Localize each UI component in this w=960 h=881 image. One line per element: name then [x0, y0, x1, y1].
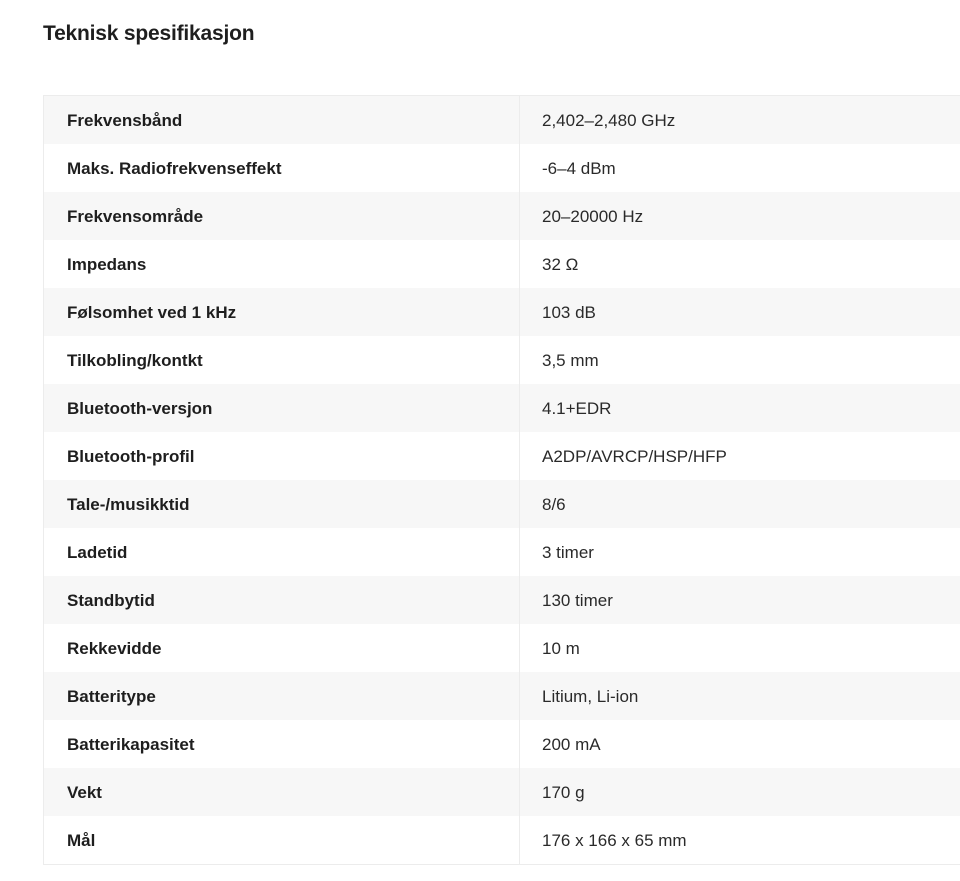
spec-value: 130 timer: [520, 576, 960, 624]
spec-label: Batteritype: [44, 672, 520, 720]
spec-label: Maks. Radiofrekvenseffekt: [44, 144, 520, 192]
spec-row: [44, 624, 960, 672]
spec-label: Frekvensbånd: [44, 96, 520, 145]
spec-label: Bluetooth-versjon: [44, 384, 520, 432]
spec-row: [44, 672, 960, 720]
spec-label: Rekkevidde: [44, 624, 520, 672]
spec-row: [44, 384, 960, 432]
spec-row: [44, 288, 960, 336]
spec-row: [44, 576, 960, 624]
spec-value: Litium, Li-ion: [520, 672, 960, 720]
spec-value: A2DP/AVRCP/HSP/HFP: [520, 432, 960, 480]
spec-label: Batterikapasitet: [44, 720, 520, 768]
spec-table: [43, 95, 960, 865]
spec-label: Bluetooth-profil: [44, 432, 520, 480]
spec-value: -6–4 dBm: [520, 144, 960, 192]
spec-row: [44, 144, 960, 192]
spec-row: [44, 432, 960, 480]
spec-value: 170 g: [520, 768, 960, 816]
spec-value: 200 mA: [520, 720, 960, 768]
spec-value: 2,402–2,480 GHz: [520, 96, 960, 145]
page-title: Teknisk spesifikasjon: [43, 22, 255, 45]
spec-value: 3 timer: [520, 528, 960, 576]
spec-value: 10 m: [520, 624, 960, 672]
spec-row: [44, 192, 960, 240]
spec-row: [44, 720, 960, 768]
spec-value: 4.1+EDR: [520, 384, 960, 432]
spec-row: [44, 528, 960, 576]
spec-row: [44, 336, 960, 384]
spec-label: Frekvensområde: [44, 192, 520, 240]
spec-label: Tale-/musikktid: [44, 480, 520, 528]
spec-value: 8/6: [520, 480, 960, 528]
spec-label: Følsomhet ved 1 kHz: [44, 288, 520, 336]
spec-label: Vekt: [44, 768, 520, 816]
spec-value: 20–20000 Hz: [520, 192, 960, 240]
spec-row: [44, 480, 960, 528]
spec-label: Mål: [44, 816, 520, 865]
spec-value: 103 dB: [520, 288, 960, 336]
spec-value: 32 Ω: [520, 240, 960, 288]
spec-row: [44, 768, 960, 816]
spec-value: 3,5 mm: [520, 336, 960, 384]
spec-label: Ladetid: [44, 528, 520, 576]
spec-row: [44, 816, 960, 865]
spec-label: Standbytid: [44, 576, 520, 624]
spec-row: [44, 240, 960, 288]
spec-value: 176 x 166 x 65 mm: [520, 816, 960, 865]
spec-label: Impedans: [44, 240, 520, 288]
spec-row: [44, 96, 960, 145]
spec-label: Tilkobling/kontkt: [44, 336, 520, 384]
